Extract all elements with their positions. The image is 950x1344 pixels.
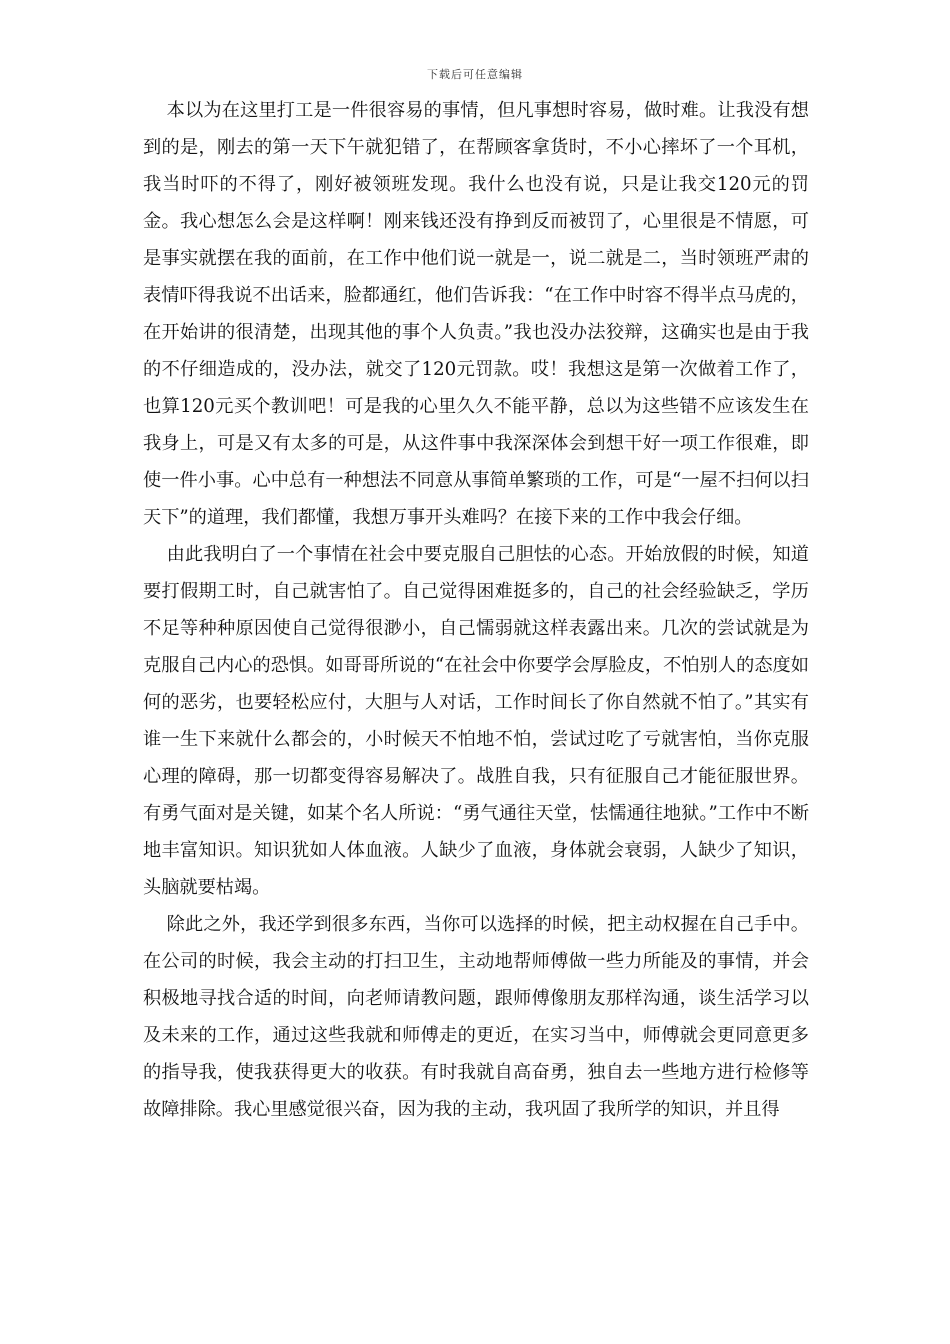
paragraph-2: 由此我明白了一个事情在社会中要克服自己胆怯的心态。开始放假的时候，知道要打假期工时，自己就害怕了。自己觉得困难挺多的，自己的社会经验缺乏，学历不足等种种原因使自己觉得很渺小，自己懦弱就这样表露出来。几次的尝试就是为克服自己内心的恐惧。如哥哥所说的“在社会中你要学会厚脸皮，不怕别人的态度如何的恶劣，也要轻松应付，大胆与人对话，工作时间长了你自然就不怕了。”其实有谁一生下来就什么都会的，小时候天不怕地不怕，尝试过吃了亏就害怕，当你克服心理的障碍，那一切都变得容易解决了。战胜自我，只有征服自己才能征服世界。有勇气面对是关键，如某个名人所说：“勇气通往天堂，怯懦通往地狱。”工作中不断地丰富知识。知识犹如人体血液。人缺少了血液，身体就会衰弱，人缺少了知识，头脑就要枯竭。 xyxy=(143,544,809,898)
paragraph-1: 本以为在这里打工是一件很容易的事情，但凡事想时容易，做时难。让我没有想到的是，刚去的第一天下午就犯错了，在帮顾客拿货时，不小心摔坏了一个耳机，我当时吓的不得了，刚好被领班发现。我什么也没有说，只是让我交120元的罚金。我心想怎么会是这样啊！刚来钱还没有挣到反而被罚了，心里很是不情愿，可是事实就摆在我的面前，在工作中他们说一就是一，说二就是二，当时领班严肃的表情吓得我说不出话来，脸都通红，他们告诉我：“在工作中时容不得半点马虎的，在开始讲的很清楚，出现其他的事个人负责。”我也没办法狡辩，这确实也是由于我的不仔细造成的，没办法，就交了120元罚款。哎！我想这是第一次做着工作了，也算120元买个教训吧！可是我的心里久久不能平静，总以为这些错不应该发生在我身上，可是又有太多的可是，从这件事中我深深体会到想干好一项工作很难，即使一件小事。心中总有一种想法不同意从事简单繁琐的工作，可是“一屋不扫何以扫天下”的道理，我们都懂，我想万事开头难吗？在接下来的工作中我会仔细。 xyxy=(143,100,809,528)
paragraph-3: 除此之外，我还学到很多东西，当你可以选择的时候，把主动权握在自己手中。在公司的时候，我会主动的打扫卫生，主动地帮师傅做一些力所能及的事情，并会积极地寻找合适的时间，向老师请教问题，跟师傅像朋友那样沟通，谈生活学习以及未来的工作，通过这些我就和师傅走的更近，在实习当中，师傅就会更同意更多的指导我，使我获得更大的收获。有时我就自高奋勇，独自去一些地方进行检修等故障排除。我心里感觉很兴奋，因为我的主动，我巩固了我所学的知识，并且得 xyxy=(143,914,809,1120)
body-text xyxy=(143,92,809,1128)
page-header: 下载后可任意编辑 xyxy=(427,68,523,81)
